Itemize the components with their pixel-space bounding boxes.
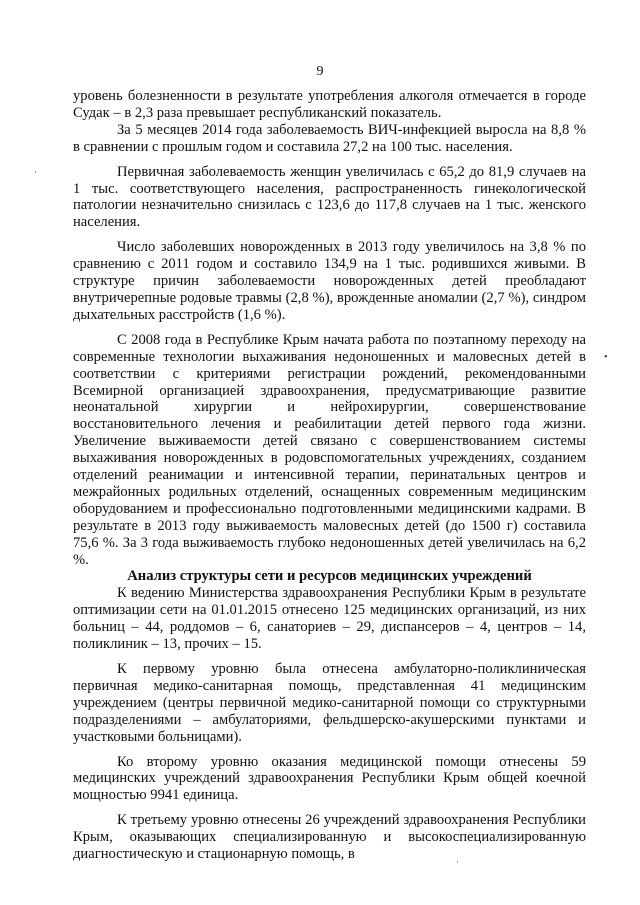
- paragraph-neonatal-care: С 2008 года в Республике Крым начата работа по поэтапному переходу на современные технологии выхаживания недоношенных и маловесных детей в соответствии с критериями регистрации рождений, рекомендованными Всемирной организацией здравоохранения, предусматривающие развитие неонатальной хирургии и нейрохирургии, совершенствование восстановительного лечения и реабилитации детей первого года жизни. Увеличение выживаемости детей связано с совершенствованием системы выхаживания новорожденных в родовспомогательных учреждениях, созданием отделений реанимации и интенсивной терапии, перинатальных центров и межрайонных родильных отделений, оснащенных современным медицинским оборудованием и профессионально подготовленными медицинскими кадрами. В результате в 2013 году выживаемость маловесных детей (до 1500 г) составила 75,6 %. За 3 года выживаемость глубоко недоношенных детей увеличилась на 6,2 %.: [73, 331, 586, 568]
- scan-speck: •: [604, 352, 608, 363]
- paragraph-newborns: Число заболевших новорожденных в 2013 году увеличилось на 3,8 % по сравнению с 2011 годом и составило 134,9 на 1 тыс. родившихся живыми. В структуре причин заболеваемости новорожденных детей преобладают внутричерепные родовые травмы (2,8 %), врожденные аномалии (2,7 %), синдром дыхательных расстройств (1,6 %).: [73, 239, 586, 323]
- paragraph-first-level: К первому уровню была отнесена амбулаторно-поликлиническая первичная медико-санитарная помощь, представленная 41 медицинским учреждением (центры первичной медико-санитарной помощи со структурными подразделениями – амбулаториями, фельдшерско-акушерскими пунктами и участковыми больницами).: [73, 661, 586, 745]
- paragraph-hiv: За 5 месяцев 2014 года заболеваемость ВИЧ-инфекцией выросла на 8,8 % в сравнении с прошлым годом и составила 27,2 на 100 тыс. населения.: [73, 121, 586, 155]
- scan-speck: ˌ: [456, 852, 460, 863]
- paragraph-third-level: К третьему уровню отнесены 26 учреждений здравоохранения Республики Крым, оказывающих специализированную и высокоспециализированную диагностическую и стационарную помощь, в: [73, 812, 586, 863]
- document-body: [73, 88, 586, 863]
- section-heading: Анализ структуры сети и ресурсов медицинских учреждений: [127, 568, 532, 585]
- paragraph-women-morbidity: Первичная заболеваемость женщин увеличилась с 65,2 до 81,9 случаев на 1 тыс. соответствующего населения, распространенность гинекологической патологии незначительно снизилась с 123,6 до 117,8 случаев на 1 тыс. женского населения.: [73, 163, 586, 231]
- paragraph-continued: уровень болезненности в результате употребления алкоголя отмечается в городе Судак – в 2,3 раза превышает республиканский показатель.: [73, 88, 586, 121]
- paragraph-network-structure: К ведению Министерства здравоохранения Республики Крым в результате оптимизации сети на 01.01.2015 отнесено 125 медицинских организаций, из них больниц – 44, роддомов – 6, санаториев – 29, диспансеров – 4, центров – 14, поликлиник – 13, прочих – 15.: [73, 585, 586, 653]
- scan-speck: ˈ: [34, 170, 38, 181]
- page-number: 9: [316, 64, 324, 79]
- paragraph-second-level: Ко второму уровню оказания медицинской помощи отнесены 59 медицинских учреждений здравоохранения Республики Крым общей коечной мощностью 9941 единица.: [73, 753, 586, 804]
